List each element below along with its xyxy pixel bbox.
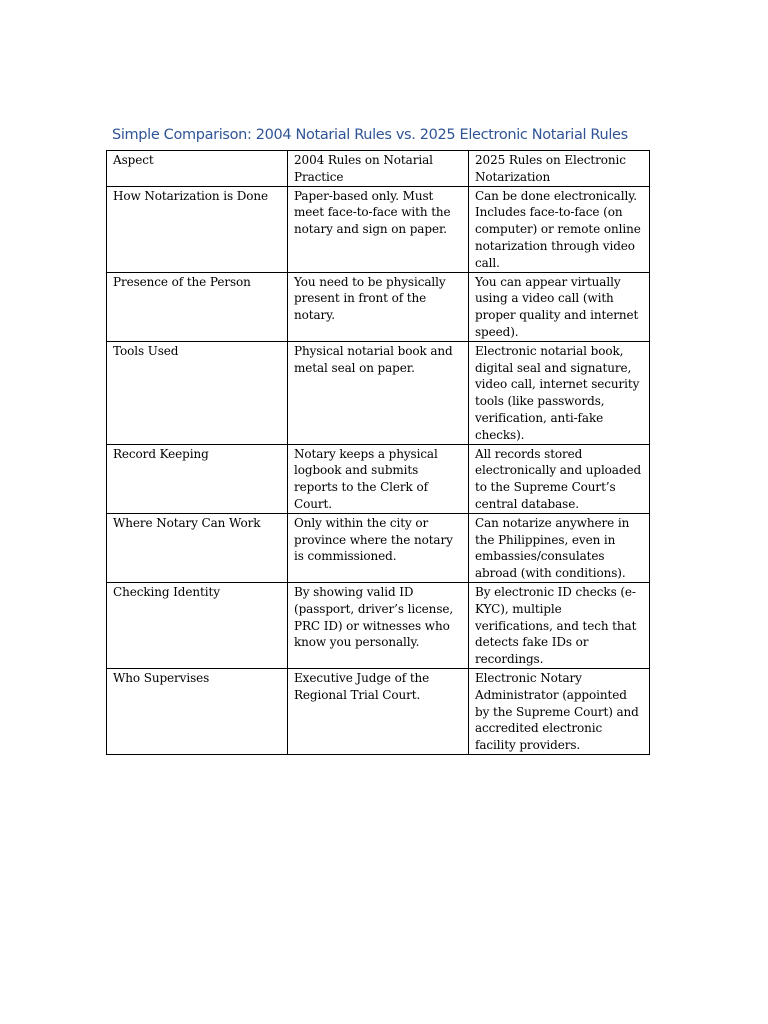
- aspect-cell: Record Keeping: [107, 444, 288, 513]
- rules-2025-cell: Can be done electronically. Includes face-to-face (on computer) or remote online notarization through video call.: [469, 186, 650, 272]
- aspect-cell: Who Supervises: [107, 668, 288, 754]
- aspect-cell: Presence of the Person: [107, 272, 288, 341]
- table-header-row: [107, 151, 650, 187]
- rules-2004-cell: By showing valid ID (passport, driver’s license, PRC ID) or witnesses who know you personally.: [288, 582, 469, 668]
- rules-2025-cell: By electronic ID checks (e-KYC), multiple verifications, and tech that detects fake IDs or recordings.: [469, 582, 650, 668]
- rules-2025-cell: Electronic notarial book, digital seal and signature, video call, internet security tools (like passwords, verification, anti-fake checks).: [469, 341, 650, 444]
- table-row: [107, 668, 650, 754]
- aspect-cell: How Notarization is Done: [107, 186, 288, 272]
- table-row: [107, 341, 650, 444]
- rules-2025-cell: Electronic Notary Administrator (appointed by the Supreme Court) and accredited electronic facility providers.: [469, 668, 650, 754]
- table-row: [107, 272, 650, 341]
- aspect-cell: Checking Identity: [107, 582, 288, 668]
- header-cell-aspect: Aspect: [107, 151, 288, 187]
- aspect-cell: Where Notary Can Work: [107, 513, 288, 582]
- rules-2025-cell: All records stored electronically and uploaded to the Supreme Court’s central database.: [469, 444, 650, 513]
- header-cell-2004-rules: 2004 Rules on Notarial Practice: [288, 151, 469, 187]
- table-row: [107, 186, 650, 272]
- comparison-table: [106, 150, 650, 755]
- rules-2004-cell: Physical notarial book and metal seal on paper.: [288, 341, 469, 444]
- document-title: Simple Comparison: 2004 Notarial Rules vs. 2025 Electronic Notarial Rules: [112, 127, 628, 143]
- rules-2025-cell: Can notarize anywhere in the Philippines, even in embassies/consulates abroad (with conditions).: [469, 513, 650, 582]
- rules-2025-cell: You can appear virtually using a video call (with proper quality and internet speed).: [469, 272, 650, 341]
- header-cell-2025-rules: 2025 Rules on Electronic Notarization: [469, 151, 650, 187]
- rules-2004-cell: You need to be physically present in front of the notary.: [288, 272, 469, 341]
- aspect-cell: Tools Used: [107, 341, 288, 444]
- table-row: [107, 444, 650, 513]
- rules-2004-cell: Executive Judge of the Regional Trial Court.: [288, 668, 469, 754]
- rules-2004-cell: Paper-based only. Must meet face-to-face with the notary and sign on paper.: [288, 186, 469, 272]
- table-row: [107, 582, 650, 668]
- table-row: [107, 513, 650, 582]
- rules-2004-cell: Only within the city or province where the notary is commissioned.: [288, 513, 469, 582]
- rules-2004-cell: Notary keeps a physical logbook and submits reports to the Clerk of Court.: [288, 444, 469, 513]
